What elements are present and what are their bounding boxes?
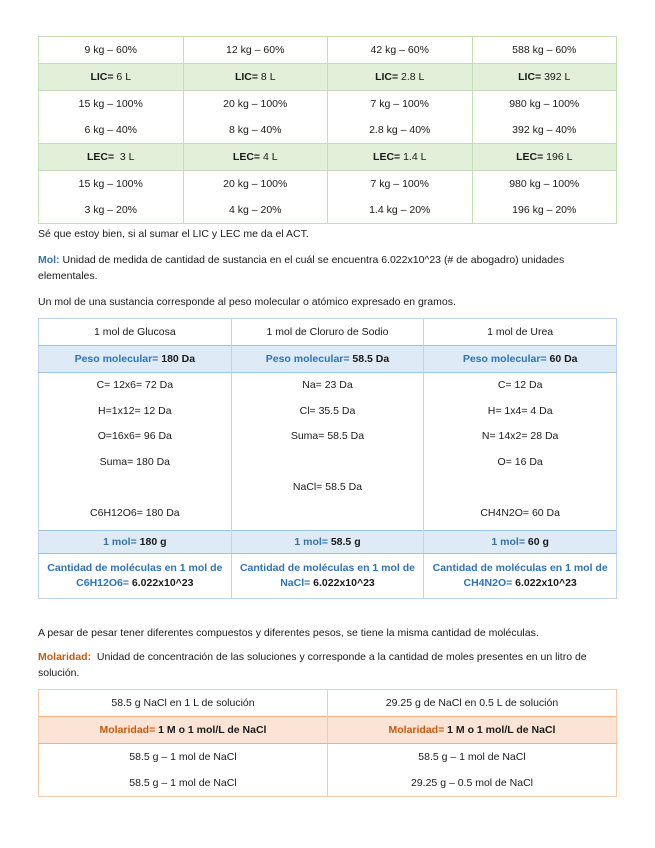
one-mol-cell — [424, 531, 617, 554]
calc-line — [232, 454, 424, 480]
lic-value: 6 L — [113, 71, 132, 83]
table-row — [39, 37, 617, 64]
calc-line: Cl= 35.5 Da — [299, 404, 356, 417]
molecule-count-row — [39, 554, 617, 599]
glucose-calculation — [39, 373, 232, 531]
table-cell: 20 kg – 100% — [183, 171, 328, 198]
table-row — [39, 770, 617, 797]
table-cell: 7 kg – 100% — [328, 171, 473, 198]
table-cell: 8 kg – 40% — [183, 117, 328, 144]
calc-line: NaCl= 58.5 Da — [292, 481, 363, 493]
molecule-count-value: 6.022x10^23 — [512, 577, 577, 589]
table-cell: 29.25 g – 0.5 mol de NaCl — [328, 770, 617, 797]
molecular-weight-label: Peso molecular= — [74, 353, 159, 365]
table-cell: 7 kg – 100% — [328, 91, 473, 118]
table-cell: 58.5 g – 1 mol de NaCl — [39, 744, 328, 771]
molecule-count-value: 6.022x10^23 — [128, 577, 194, 589]
table-cell: 6 kg – 40% — [39, 117, 184, 144]
molecule-count-label: Cantidad de moléculas en 1 mol de NaCl= — [239, 562, 415, 589]
one-mol-cell — [231, 531, 424, 554]
table-row — [39, 117, 617, 144]
molarity-cell-label: Molaridad= — [99, 724, 156, 736]
same-count-note: A pesar de pesar tener diferentes compuestos y diferentes pesos, se tiene la misma cantidad de moléculas. — [38, 627, 539, 639]
table-header-row — [39, 319, 617, 346]
lic-value: 8 L — [258, 71, 276, 83]
calc-line — [39, 479, 231, 505]
calc-line: Suma= 180 Da — [99, 455, 170, 468]
lec-value: 3 L — [114, 151, 135, 163]
molecular-weight-cell — [231, 346, 424, 373]
table-cell: 2.8 kg – 40% — [328, 117, 473, 144]
molecule-count-cell — [231, 554, 424, 599]
table-cell: 15 kg – 100% — [39, 91, 184, 118]
calc-line — [424, 479, 616, 505]
lec-label: LEC= — [232, 151, 261, 163]
lic-label: LIC= — [90, 71, 114, 83]
molarity-row — [39, 717, 617, 744]
lec-cell — [328, 144, 473, 171]
one-mol-label: 1 mol= — [491, 536, 525, 548]
column-title: 58.5 g NaCl en 1 L de solución — [39, 690, 328, 717]
table-cell: 1.4 kg – 20% — [328, 197, 473, 224]
molecular-weight-cell — [424, 346, 617, 373]
lic-label: LIC= — [518, 71, 542, 83]
lec-cell — [39, 144, 184, 171]
table-row — [39, 171, 617, 198]
calculation-row — [39, 373, 617, 531]
lec-cell — [183, 144, 328, 171]
calc-line: N= 14x2= 28 Da — [481, 430, 559, 442]
one-mol-label: 1 mol= — [294, 536, 328, 548]
molarity-definition — [38, 649, 617, 681]
calc-line: O= 16 Da — [497, 455, 543, 468]
urea-calculation — [424, 373, 617, 531]
table-row — [39, 197, 617, 224]
liquid-volume-table — [38, 36, 617, 224]
molecular-weight-value: 58.5 Da — [349, 353, 390, 365]
molarity-cell-label: Molaridad= — [388, 724, 445, 736]
table-cell: 9 kg – 60% — [39, 37, 184, 64]
table-cell: 3 kg – 20% — [39, 197, 184, 224]
mol-weight-note: Un mol de una sustancia corresponde al peso molecular o atómico expresado en gramos. — [38, 296, 456, 308]
lic-cell — [39, 64, 184, 91]
lec-label: LEC= — [373, 151, 401, 163]
table-header-row — [39, 690, 617, 717]
table-cell: 980 kg – 100% — [472, 91, 617, 118]
molecular-weight-row — [39, 346, 617, 373]
check-note: Sé que estoy bien, si al sumar el LIC y LEC me da el ACT. — [38, 228, 309, 240]
calc-line: CH4N2O= 60 Da — [480, 506, 560, 519]
mol-comparison-table — [38, 318, 617, 599]
molecular-weight-label: Peso molecular= — [462, 353, 547, 365]
table-cell: 58.5 g – 1 mol de NaCl — [39, 770, 328, 797]
mol-definition-text: Unidad de medida de cantidad de sustancia en el cuál se encuentra 6.022x10^23 (# de abogadro) unidades elementales. — [38, 254, 565, 282]
lec-label: LEC= — [516, 151, 544, 163]
lic-row — [39, 64, 617, 91]
calc-line: H=1x12= 12 Da — [98, 404, 172, 417]
table-cell: 12 kg – 60% — [183, 37, 328, 64]
molarity-cell-value: 1 M o 1 mol/L de NaCl — [155, 724, 267, 736]
mol-definition — [38, 252, 617, 284]
molarity-label: Molaridad: — [38, 651, 92, 663]
table-cell: 58.5 g – 1 mol de NaCl — [328, 744, 617, 771]
molarity-cell — [328, 717, 617, 744]
calc-line: H= 1x4= 4 Da — [487, 404, 553, 417]
one-mol-label: 1 mol= — [103, 536, 137, 548]
one-mol-value: 58.5 g — [327, 536, 361, 548]
table-row — [39, 744, 617, 771]
lec-value: 4 L — [260, 151, 278, 163]
molecular-weight-value: 180 Da — [158, 353, 196, 365]
lec-value: 196 L — [543, 151, 573, 163]
lic-cell — [183, 64, 328, 91]
calc-line: Na= 23 Da — [302, 379, 353, 391]
column-title: 29.25 g de NaCl en 0.5 L de solución — [328, 690, 617, 717]
molecule-count-cell — [39, 554, 232, 599]
molecular-weight-label: Peso molecular= — [265, 353, 350, 365]
molecular-weight-value: 60 Da — [546, 353, 578, 365]
mol-label: Mol: — [38, 254, 60, 266]
molecular-weight-cell — [39, 346, 232, 373]
lic-label: LIC= — [375, 71, 399, 83]
column-title: 1 mol de Urea — [424, 319, 617, 346]
table-cell: 980 kg – 100% — [472, 171, 617, 198]
table-cell: 42 kg – 60% — [328, 37, 473, 64]
calc-line: O=16x6= 96 Da — [97, 430, 172, 442]
molarity-cell — [39, 717, 328, 744]
one-mol-value: 180 g — [136, 536, 167, 548]
molecule-count-label: Cantidad de moléculas en 1 mol de C6H12O6= — [47, 562, 223, 589]
calc-line: C= 12x6= 72 Da — [96, 379, 174, 391]
molecule-count-cell — [424, 554, 617, 599]
one-mol-value: 60 g — [524, 536, 549, 548]
table-cell: 20 kg – 100% — [183, 91, 328, 118]
molarity-table — [38, 689, 617, 797]
calc-line: Suma= 58.5 Da — [290, 430, 365, 442]
molecule-count-label: Cantidad de moléculas en 1 mol de CH4N2O= — [432, 562, 608, 589]
column-title: 1 mol de Cloruro de Sodio — [231, 319, 424, 346]
lec-value: 1.4 L — [400, 151, 427, 163]
lic-cell — [328, 64, 473, 91]
lic-value: 2.8 L — [398, 71, 425, 83]
table-row — [39, 91, 617, 118]
column-title: 1 mol de Glucosa — [39, 319, 232, 346]
table-cell: 196 kg – 20% — [472, 197, 617, 224]
one-mol-cell — [39, 531, 232, 554]
lic-label: LIC= — [234, 71, 259, 83]
table-cell: 392 kg – 40% — [472, 117, 617, 144]
calc-line: C6H12O6= 180 Da — [90, 506, 180, 519]
molarity-cell-value: 1 M o 1 mol/L de NaCl — [444, 724, 556, 736]
calc-line: C= 12 Da — [497, 379, 543, 391]
molarity-definition-text: Unidad de concentración de las soluciones y corresponde a la cantidad de moles presentes en un litro de solución. — [38, 651, 590, 679]
document-page — [38, 36, 617, 797]
nacl-calculation — [231, 373, 424, 531]
one-mol-row — [39, 531, 617, 554]
calc-line — [232, 505, 424, 531]
molecule-count-value: 6.022x10^23 — [310, 577, 375, 589]
table-cell: 4 kg – 20% — [183, 197, 328, 224]
lec-row — [39, 144, 617, 171]
lic-cell — [472, 64, 617, 91]
lic-value: 392 L — [541, 71, 571, 83]
table-cell: 588 kg – 60% — [472, 37, 617, 64]
lec-cell — [472, 144, 617, 171]
lec-label: LEC= — [86, 151, 115, 163]
table-cell: 15 kg – 100% — [39, 171, 184, 198]
